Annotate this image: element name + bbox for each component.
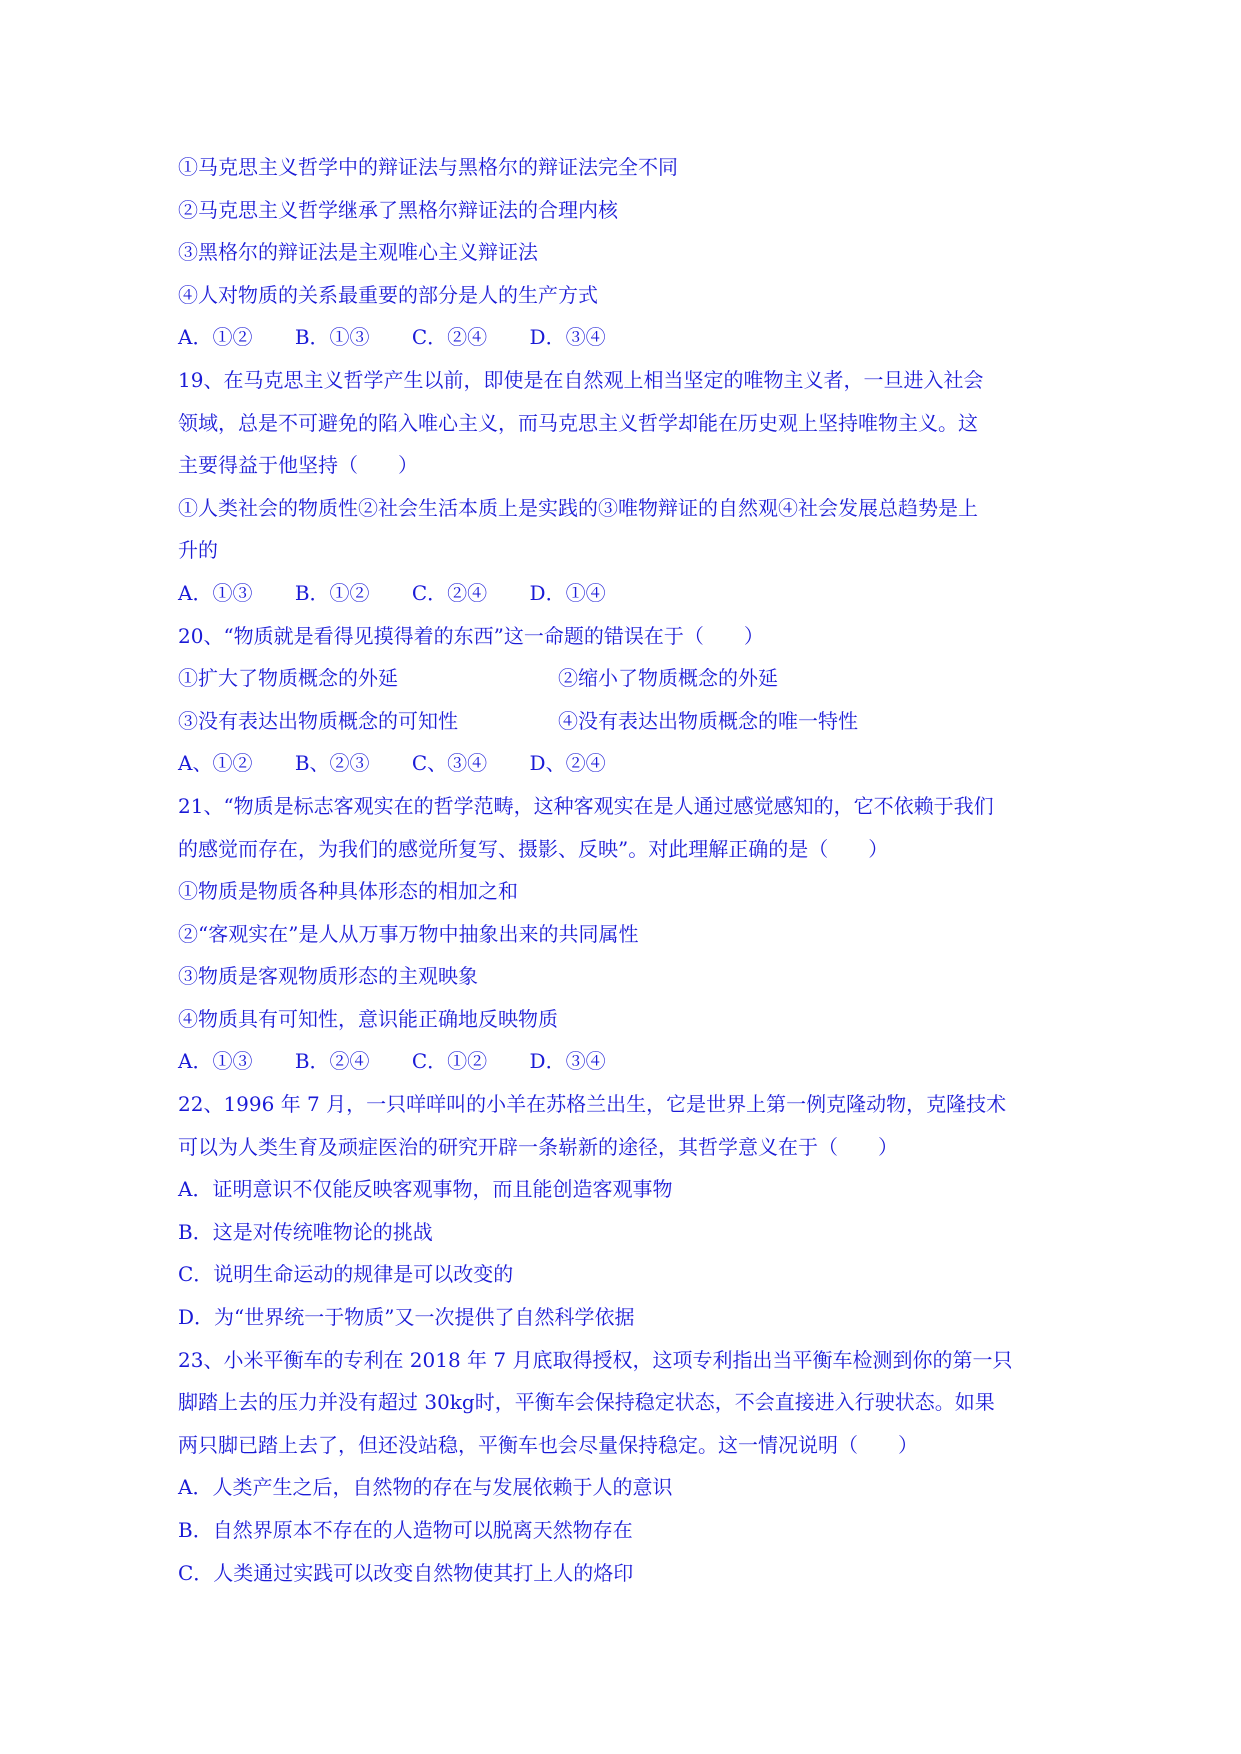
- q21-option-c: C．①②: [411, 1049, 488, 1074]
- q18-statement-3: ③黑格尔的辩证法是主观唯心主义辩证法: [178, 240, 538, 265]
- q20-statement-1: ①扩大了物质概念的外延: [178, 666, 398, 691]
- q22-option-c: C．说明生命运动的规律是可以改变的: [178, 1262, 514, 1287]
- q20-option-c: C、③④: [411, 751, 488, 776]
- q22-option-a: A．证明意识不仅能反映客观事物，而且能创造客观事物: [178, 1177, 673, 1202]
- q23-option-a: A．人类产生之后，自然物的存在与发展依赖于人的意识: [178, 1475, 673, 1500]
- q20-statements-row-2: [178, 700, 1078, 743]
- q21-options: [178, 1040, 1078, 1083]
- q22-option-d: D．为“世界统一于物质”又一次提供了自然科学依据: [178, 1305, 635, 1330]
- q23-stem-line-2: 脚踏上去的压力并没有超过 30kg时，平衡车会保持稳定状态，不会直接进入行驶状态。如果: [178, 1390, 995, 1415]
- q23-option-b: B．自然界原本不存在的人造物可以脱离天然物存在: [178, 1518, 633, 1542]
- q21-option-d: D．③④: [529, 1049, 606, 1074]
- q20-option-b: B、②③: [294, 751, 370, 776]
- q20-stem: 20、“物质就是看得见摸得着的东西”这一命题的错误在于（ ）: [178, 623, 764, 648]
- q19-stem-line-1: 19、在马克思主义哲学产生以前，即使是在自然观上相当坚定的唯物主义者，一旦进入社会: [178, 367, 984, 392]
- q19-statements-line-1: ①人类社会的物质性②社会生活本质上是实践的③唯物辩证的自然观④社会发展总趋势是上: [178, 495, 978, 520]
- q18-statement-4: ④人对物质的关系最重要的部分是人的生产方式: [178, 282, 598, 307]
- q21-stem-line-1: 21、“物质是标志客观实在的哲学范畴，这种客观实在是人通过感觉感知的，它不依赖于我们: [178, 793, 994, 818]
- q21-stem-line-2: 的感觉而存在，为我们的感觉所复写、摄影、反映”。对此理解正确的是（ ）: [178, 836, 889, 861]
- q23-stem-line-3: 两只脚已踏上去了，但还没站稳，平衡车也会尽量保持稳定。这一情况说明（ ）: [178, 1432, 918, 1457]
- q20-option-a: A、①②: [178, 751, 253, 776]
- q18-option-a: A．①②: [178, 325, 253, 350]
- q23-option-c: C．人类通过实践可以改变自然物使其打上人的烙印: [178, 1560, 634, 1585]
- q18-option-d: D．③④: [529, 325, 606, 350]
- q21-option-b: B．②④: [294, 1049, 370, 1074]
- q20-statements-row-1: [178, 657, 1078, 700]
- document-body: [178, 146, 1078, 1594]
- q21-statement-4: ④物质具有可知性，意识能正确地反映物质: [178, 1006, 558, 1031]
- q19-options: [178, 572, 1078, 615]
- q21-statement-2: ②“客观实在”是人从万事万物中抽象出来的共同属性: [178, 921, 639, 946]
- q20-statement-2: ②缩小了物质概念的外延: [558, 666, 778, 691]
- q19-option-b: B．①②: [294, 580, 370, 605]
- q18-option-c: C．②④: [411, 325, 488, 350]
- q19-stem-line-2: 领域，总是不可避免的陷入唯心主义，而马克思主义哲学却能在历史观上坚持唯物主义。这: [178, 410, 978, 435]
- q19-option-c: C．②④: [411, 580, 488, 605]
- q21-option-a: A．①③: [178, 1049, 253, 1074]
- q21-statement-1: ①物质是物质各种具体形态的相加之和: [178, 879, 518, 904]
- q19-option-a: A．①③: [178, 580, 253, 605]
- q19-option-d: D．①④: [529, 580, 606, 605]
- q18-option-b: B．①③: [294, 325, 370, 350]
- q22-option-b: B．这是对传统唯物论的挑战: [178, 1219, 433, 1244]
- q22-stem-line-1: 22、1996 年 7 月，一只咩咩叫的小羊在苏格兰出生，它是世界上第一例克隆动物，克隆技术: [178, 1092, 1007, 1117]
- q19-stem-line-3: 主要得益于他坚持（ ）: [178, 453, 418, 478]
- q18-statement-1: ①马克思主义哲学中的辩证法与黑格尔的辩证法完全不同: [178, 155, 678, 179]
- q22-stem-line-2: 可以为人类生育及顽症医治的研究开辟一条崭新的途径，其哲学意义在于（ ）: [178, 1134, 898, 1159]
- q19-statements-line-2: 升的: [178, 538, 218, 563]
- q20-statement-3: ③没有表达出物质概念的可知性: [178, 708, 458, 733]
- q21-statement-3: ③物质是客观物质形态的主观映象: [178, 964, 478, 989]
- q20-options: [178, 742, 1078, 785]
- q23-stem-line-1: 23、小米平衡车的专利在 2018 年 7 月底取得授权，这项专利指出当平衡车检测到你的第一只: [178, 1347, 1013, 1372]
- q18-options: [178, 316, 1078, 359]
- q20-statement-4: ④没有表达出物质概念的唯一特性: [558, 708, 858, 733]
- q18-statement-2: ②马克思主义哲学继承了黑格尔辩证法的合理内核: [178, 197, 618, 222]
- q20-option-d: D、②④: [529, 751, 606, 776]
